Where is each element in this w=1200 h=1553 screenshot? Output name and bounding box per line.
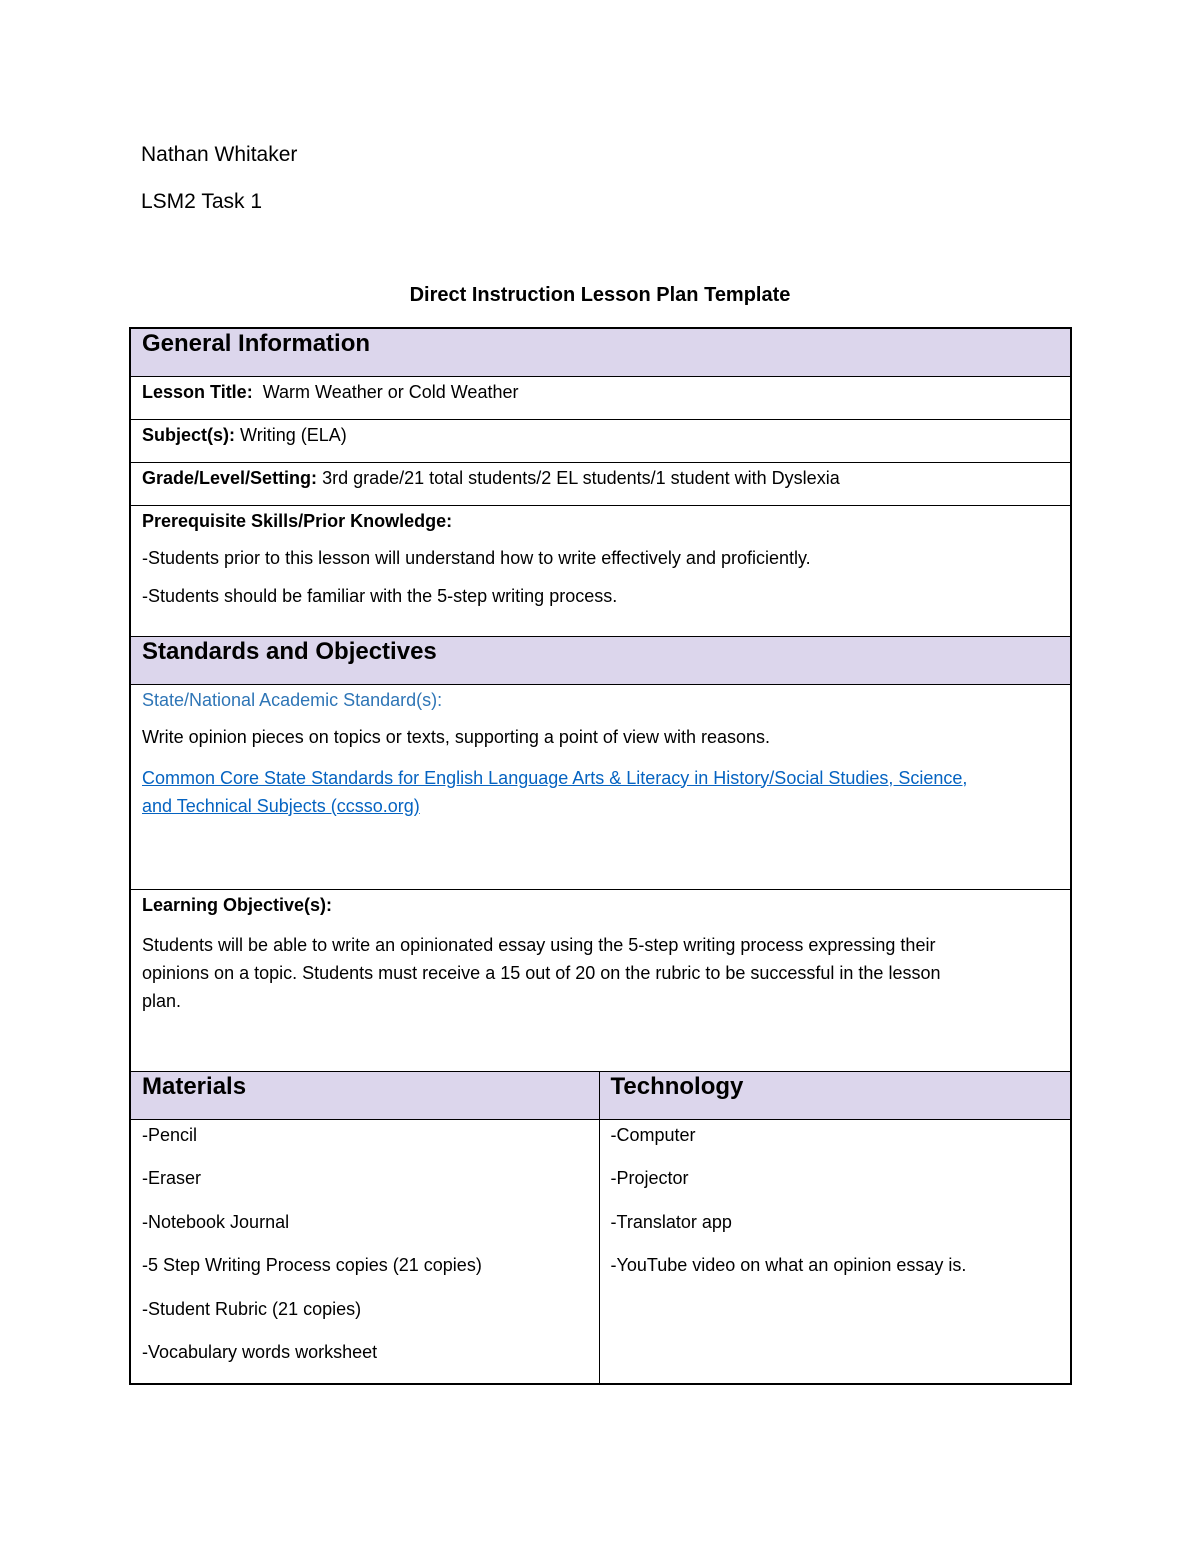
standards-heading: Standards and Objectives (130, 636, 1071, 684)
materials-item: -Eraser (142, 1168, 202, 1188)
prerequisite-row (130, 505, 1071, 636)
technology-item: -Projector (610, 1168, 689, 1188)
prerequisite-label: Prerequisite Skills/Prior Knowledge: (142, 510, 453, 531)
technology-list (599, 1119, 1071, 1384)
technology-item: -Translator app (610, 1211, 732, 1232)
task-label: LSM2 Task 1 (141, 190, 263, 213)
objective-label: Learning Objective(s): (142, 894, 333, 915)
materials-heading: Materials (130, 1071, 599, 1119)
grade-row (130, 462, 1071, 505)
objective-line: opinions on a topic. Students must receive a 15 out of 20 on the rubric to be successful in the lesson (142, 963, 941, 983)
general-information-heading: General Information (130, 328, 1071, 376)
prerequisite-line: -Students should be familiar with the 5-step writing process. (142, 585, 618, 606)
subject-row (130, 419, 1071, 462)
materials-item: -Pencil (142, 1124, 198, 1145)
materials-technology-row (130, 1119, 1071, 1384)
materials-technology-header-row (130, 1071, 1071, 1119)
materials-item: -Vocabulary words worksheet (142, 1342, 378, 1362)
materials-item: -Notebook Journal (142, 1211, 290, 1232)
standards-row (130, 684, 1071, 889)
materials-item: -Student Rubric (21 copies) (142, 1298, 362, 1319)
grade-value: 3rd grade/21 total students/2 EL students/1 student with Dyslexia (322, 467, 840, 488)
author-name: Nathan Whitaker (141, 143, 298, 166)
technology-item: -Computer (610, 1124, 696, 1145)
objective-line: Students will be able to write an opinionated essay using the 5-step writing process expressing their (142, 935, 936, 955)
standard-label: State/National Academic Standard(s): (142, 689, 443, 710)
lesson-title-value: Warm Weather or Cold Weather (262, 381, 519, 402)
general-information-header-row (130, 328, 1071, 376)
objectives-row (130, 889, 1071, 1071)
standard-text: Write opinion pieces on topics or texts, supporting a point of view with reasons. (142, 727, 770, 747)
objective-line: plan. (142, 991, 182, 1011)
lesson-title-row (130, 376, 1071, 419)
document-title: Direct Instruction Lesson Plan Template (409, 284, 791, 306)
materials-list (130, 1119, 599, 1384)
prerequisite-line: -Students prior to this lesson will understand how to write effectively and proficiently. (142, 548, 811, 568)
technology-item: -YouTube video on what an opinion essay is. (610, 1255, 967, 1275)
standards-header-row (130, 636, 1071, 684)
materials-item: -5 Step Writing Process copies (21 copies) (142, 1255, 482, 1275)
lesson-plan-table (129, 327, 1072, 1385)
technology-heading: Technology (599, 1071, 1071, 1119)
subject-value: Writing (ELA) (240, 424, 347, 445)
grade-label: Grade/Level/Setting: (142, 467, 318, 488)
subject-label: Subject(s): (142, 424, 236, 445)
lesson-title-label: Lesson Title: (142, 381, 253, 402)
ccss-link-continued[interactable]: and Technical Subjects (ccsso.org) (142, 795, 420, 816)
ccss-link[interactable]: Common Core State Standards for English Language Arts & Literacy in History/Social Studies, Science, (142, 767, 968, 788)
